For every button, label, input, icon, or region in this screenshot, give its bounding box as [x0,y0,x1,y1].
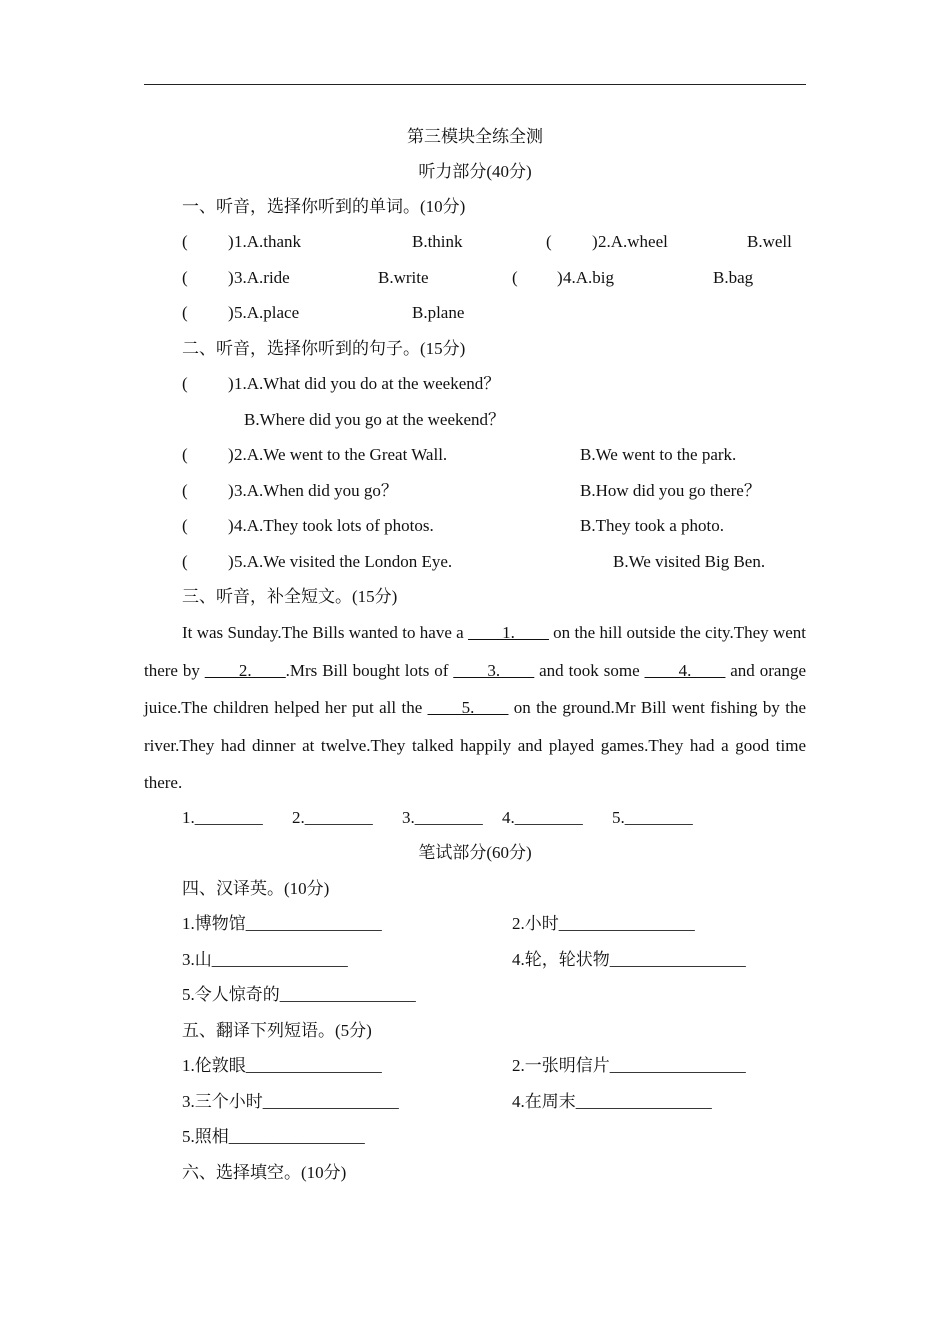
answer-blank-1: 1.________ [182,808,263,827]
answer-paren-close: ) [228,374,234,393]
option-b: B.think [412,232,463,251]
option-a: 5.A.place [234,303,300,322]
answer-paren-open: ( [182,232,188,251]
option-b: B.plane [412,303,465,322]
blank-1: ____1.____ [468,623,549,642]
writing-header: 笔试部分(60分) [418,843,532,862]
option-a: 1.A.What did you do at the weekend？ [234,374,501,393]
phrase-item: 3.三个小时________________ [182,1092,399,1111]
section-1-heading: 一、听音，选择你听到的单词。(10分) [182,197,466,216]
passage-text: .Mrs Bill bought lots of [285,660,454,680]
translation-item: 5.令人惊奇的________________ [182,985,416,1004]
passage-text: and orange juice.The children helped her put all the [144,660,806,717]
passage-text: It was Sunday.The Bills wanted to have a [182,623,469,642]
page-title: 第三模块全练全测 [407,127,543,146]
option-b: B.write [378,268,429,287]
phrase-item: 2.一张明信片________________ [512,1056,746,1075]
phrase-item: 1.伦敦眼________________ [182,1056,382,1075]
answer-paren-close: ) [228,445,234,464]
option-b: B.well [747,232,792,251]
answer-paren-open: ( [182,303,188,322]
translation-item: 4.轮，轮状物________________ [512,950,746,969]
option-a: 4.A.They took lots of photos. [234,516,434,535]
blank-2: ____2.____ [204,660,286,680]
answer-paren-open: ( [182,552,188,571]
passage-text: on the ground.Mr Bill went fishing by the river.They had dinner at twelve.They talked happily and played games.They had a good time there. [144,698,806,792]
answer-paren-close: ) [228,232,234,251]
option-a: 2.A.wheel [598,232,668,251]
translation-item: 2.小时________________ [512,914,695,933]
answer-paren-close: ) [228,303,234,322]
answer-paren-open: ( [512,268,518,287]
option-b: B.bag [713,268,754,287]
option-a: 1.A.thank [234,232,302,251]
option-b: B.We went to the park. [580,445,737,464]
answer-blank-4: 4.________ [502,808,583,827]
section-6-heading: 六、选择填空。(10分) [182,1163,347,1182]
option-a: 5.A.We visited the London Eye. [234,552,453,571]
listening-header: 听力部分(40分) [418,162,532,181]
answer-paren-open: ( [182,516,188,535]
blank-4: ____4.____ [644,660,726,680]
answer-paren-open: ( [182,268,188,287]
translation-item: 3.山________________ [182,950,348,969]
answer-paren-open: ( [182,445,188,464]
blank-3: ____3.____ [453,660,535,680]
answer-blank-2: 2.________ [292,808,373,827]
option-b: B.How did you go there？ [580,481,761,500]
answer-paren-close: ) [228,516,234,535]
translation-item: 1.博物馆________________ [182,914,382,933]
option-a: 4.A.big [563,268,614,287]
answer-paren-close: ) [557,268,563,287]
section-3-heading: 三、听音，补全短文。(15分) [182,587,398,606]
passage-text: and took some [534,660,645,680]
option-b: B.They took a photo. [580,516,725,535]
option-a: 3.A.When did you go？ [234,481,398,500]
option-b: B.Where did you go at the weekend？ [244,410,506,429]
section-4-heading: 四、汉译英。(10分) [182,879,330,898]
option-a: 3.A.ride [234,268,290,287]
passage-text: on the hill outside the city.They went there by [144,623,806,680]
phrase-item: 5.照相________________ [182,1127,365,1146]
header-rule [144,84,806,85]
section-2-heading: 二、听音，选择你听到的句子。(15分) [182,339,466,358]
phrase-item: 4.在周末________________ [512,1092,712,1111]
answer-paren-open: ( [182,481,188,500]
answer-paren-close: ) [228,552,234,571]
option-a: 2.A.We went to the Great Wall. [234,445,448,464]
answer-paren-close: ) [228,481,234,500]
cloze-passage [144,614,806,802]
option-b: B.We visited Big Ben. [613,552,766,571]
answer-paren-close: ) [592,232,598,251]
blank-5: ____5.____ [427,698,509,717]
answer-blank-5: 5.________ [612,808,693,827]
answer-paren-open: ( [546,232,552,251]
answer-paren-close: ) [228,268,234,287]
section-5-heading: 五、翻译下列短语。(5分) [182,1021,372,1040]
answer-paren-open: ( [182,374,188,393]
answer-blank-3: 3.________ [402,808,483,827]
